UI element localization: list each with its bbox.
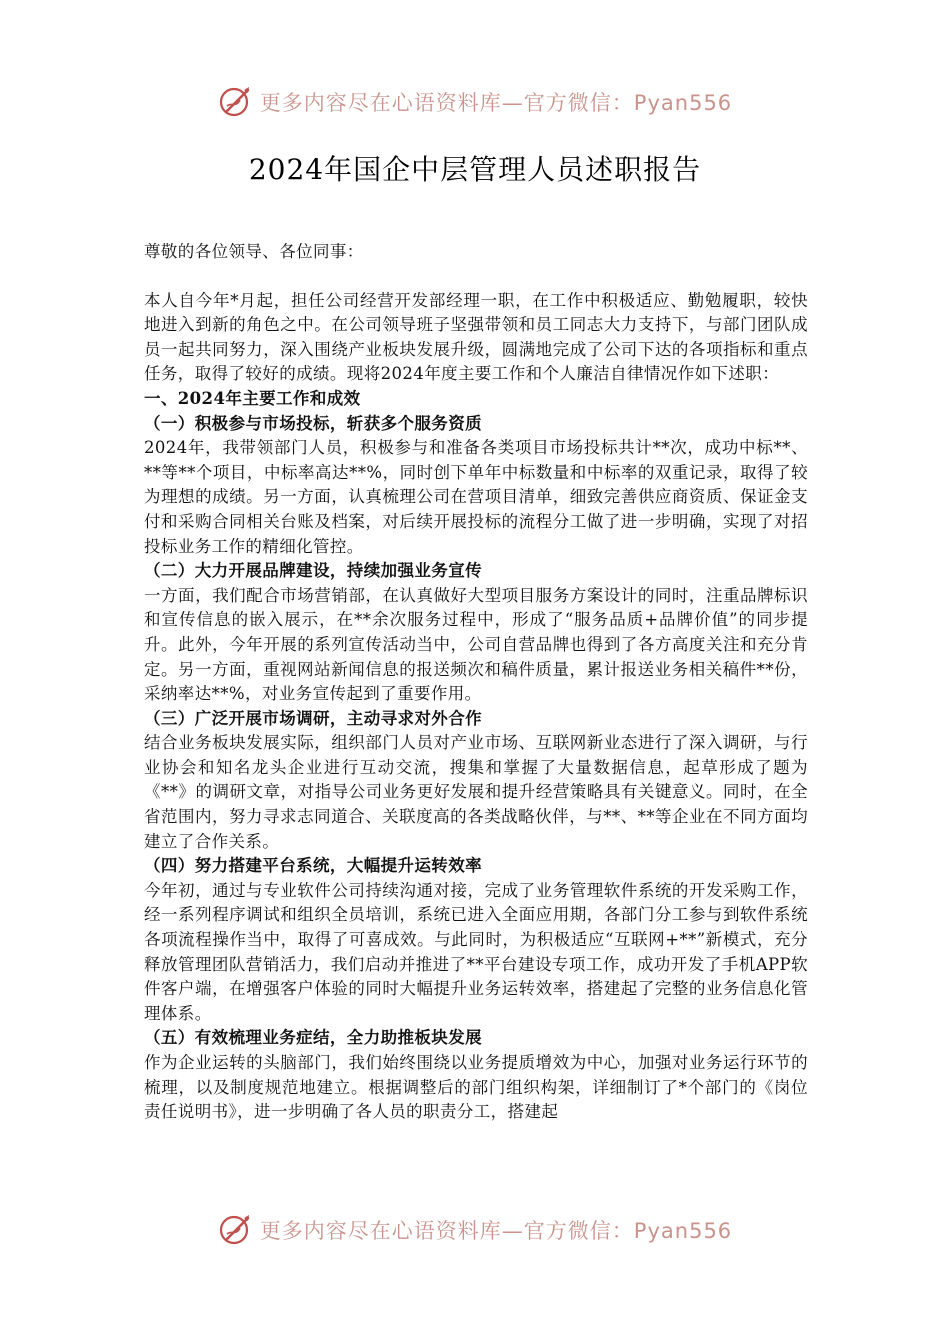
body-paragraph-5: 作为企业运转的头脑部门，我们始终围绕以业务提质增效为中心，加强对业务运行环节的梳理，以及制度规范地建立。根据调整后的部门组织构架，详细制订了*个部门的《岗位责任说明书》，进一步明确了各人员的职责分工，搭建起 [144, 1053, 808, 1122]
subsection-heading-3: （三）广泛开展市场调研，主动寻求对外合作 [144, 708, 482, 728]
body-paragraph-3: 结合业务板块发展实际，组织部门人员对产业市场、互联网新业态进行了深入调研，与行业协会和知名龙头企业进行互动交流，搜集和掌握了大量数据信息，起草形成了题为《**》的调研文章，对指导公司业务更好发展和提升经营策略具有关键意义。同时，在全省范围内，努力寻求志同道合、关联度高的各类战略伙伴，与**、**等企业在不同方面均建立了合作关系。 [144, 733, 808, 851]
footer-watermark-banner [0, 1210, 950, 1250]
document-title: 2024年国企中层管理人员述职报告 [248, 153, 702, 186]
document-body [144, 240, 808, 1125]
intro-paragraph: 本人自今年*月起，担任公司经营开发部经理一职，在工作中积极适应、勤勉履职，较快地进入到新的角色之中。在公司领导班子坚强带领和员工同志大力支持下，与部门团队成员一起共同努力，深入围绕产业板块发展升级，圆满地完成了公司下达的各项指标和重点任务，取得了较好的成绩。现将2024年度主要工作和个人廉洁自律情况作如下述职： [144, 290, 808, 384]
subsection-heading-1: （一）积极参与市场投标，斩获多个服务资质 [144, 413, 482, 433]
banner-text: 更多内容尽在心语资料库—官方微信：Pyan556 [259, 1219, 733, 1243]
subsection-heading-4: （四）努力搭建平台系统，大幅提升运转效率 [144, 856, 482, 876]
pen-logo-icon [218, 84, 254, 120]
greeting: 尊敬的各位领导、各位同事： [144, 242, 364, 261]
body-paragraph-4: 今年初，通过与专业软件公司持续沟通对接，完成了业务管理软件系统的开发采购工作，经一系列程序调试和组织全员培训，系统已进入全面应用期，各部门分工参与到软件系统各项流程操作当中，取得了可喜成效。与此同时，为积极适应“互联网+**”新模式，充分释放管理团队营销活力，我们启动并推进了**平台建设专项工作，成功开发了手机APP软件客户端，在增强客户体验的同时大幅提升业务运转效率，搭建起了完整的业务信息化管理体系。 [144, 880, 808, 1023]
body-paragraph-1: 2024年，我带领部门人员，积极参与和准备各类项目市场投标共计**次，成功中标**、**等**个项目，中标率高达**%，同时创下单年中标数量和中标率的双重记录，取得了较为理想的成绩。另一方面，认真梳理公司在营项目清单，细致完善供应商资质、保证金支付和采购合同相关台账及档案，对后续开展投标的流程分工做了进一步明确，实现了对招投标业务工作的精细化管控。 [144, 438, 808, 556]
subsection-heading-2: （二）大力开展品牌建设，持续加强业务宣传 [144, 561, 482, 581]
body-paragraph-2: 一方面，我们配合市场营销部，在认真做好大型项目服务方案设计的同时，注重品牌标识和宣传信息的嵌入展示，在**余次服务过程中，形成了“服务品质+品牌价值”的同步提升。此外，今年开展的系列宣传活动当中，公司自营品牌也得到了各方高度关注和充分肯定。另一方面，重视网站新闻信息的报送频次和稿件质量，累计报送业务相关稿件**份，采纳率达**%，对业务宣传起到了重要作用。 [144, 585, 808, 704]
header-watermark-banner [0, 82, 950, 122]
pen-logo-icon [218, 1212, 254, 1248]
subsection-heading-5: （五）有效梳理业务症结，全力助推板块发展 [144, 1028, 482, 1048]
section-heading-main-work: 一、2024年主要工作和成效 [144, 388, 361, 408]
banner-text: 更多内容尽在心语资料库—官方微信：Pyan556 [259, 91, 733, 115]
